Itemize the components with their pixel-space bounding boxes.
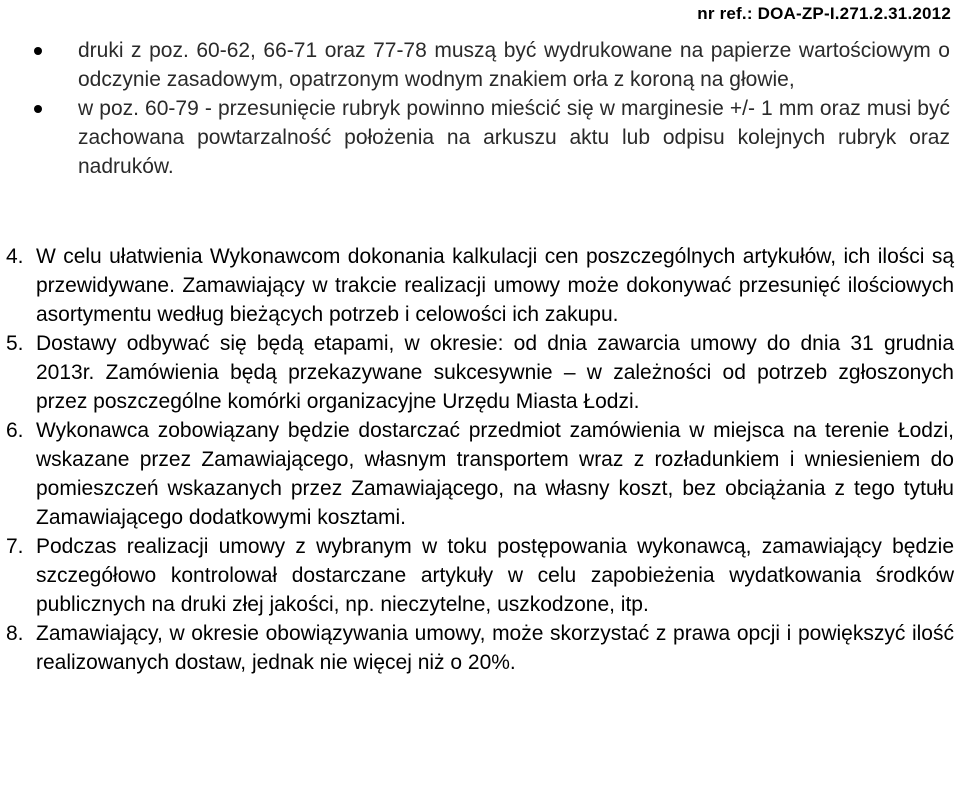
list-item xyxy=(6,619,954,677)
bullet-text: druki z poz. 60-62, 66-71 oraz 77-78 muszą być wydrukowane na papierze wartościowym o odczynie zasadowym, opatrzonym wodnym znakiem orła z koroną na głowie, xyxy=(78,39,950,91)
item-text: W celu ułatwienia Wykonawcom dokonania kalkulacji cen poszczególnych artykułów, ich ilości są przewidywane. Zamawiający w trakcie realizacji umowy może dokonywać przesunięć ilościowych asortymentu według bieżących potrzeb i celowości ich zakupu. xyxy=(36,245,954,326)
list-item xyxy=(30,36,950,94)
item-number: 4. xyxy=(6,245,24,268)
item-text: Zamawiający, w okresie obowiązywania umowy, może skorzystać z prawa opcji i powiększyć ilość realizowanych dostaw, jednak nie więcej niż o 20%. xyxy=(36,622,954,674)
list-item xyxy=(6,329,954,416)
bullet-icon xyxy=(34,105,42,113)
list-item xyxy=(6,532,954,619)
item-number: 8. xyxy=(6,622,24,645)
item-number: 5. xyxy=(6,332,24,355)
list-item xyxy=(6,416,954,532)
bullet-list xyxy=(30,36,950,181)
numbered-list xyxy=(6,242,954,677)
item-text: Wykonawca zobowiązany będzie dostarczać przedmiot zamówienia w miejsca na terenie Łodzi, wskazane przez Zamawiającego, własnym transportem wraz z rozładunkiem i wniesieniem do pomieszczeń wskazanych przez Zamawiającego, na własny koszt, bez obciążania z tego tytułu Zamawiającego dodatkowymi kosztami. xyxy=(36,419,954,529)
item-number: 7. xyxy=(6,535,24,558)
list-item xyxy=(30,94,950,181)
item-number: 6. xyxy=(6,419,24,442)
bullet-icon xyxy=(34,47,42,55)
bullet-text: w poz. 60-79 - przesunięcie rubryk powinno mieścić się w marginesie +/- 1 mm oraz musi być zachowana powtarzalność położenia na arkuszu aktu lub odpisu kolejnych rubryk oraz nadruków. xyxy=(78,97,950,178)
item-text: Podczas realizacji umowy z wybranym w toku postępowania wykonawcą, zamawiający będzie szczegółowo kontrolował dostarczane artykuły w celu zapobieżenia wydatkowania środków publicznych na druki złej jakości, np. nieczytelne, uszkodzone, itp. xyxy=(36,535,954,616)
reference-number: nr ref.: DOA-ZP-I.271.2.31.2012 xyxy=(697,4,951,23)
list-item xyxy=(6,242,954,329)
item-text: Dostawy odbywać się będą etapami, w okresie: od dnia zawarcia umowy do dnia 31 grudnia 2013r. Zamówienia będą przekazywane sukcesywnie – w zależności od potrzeb zgłoszonych przez poszczególne komórki organizacyjne Urzędu Miasta Łodzi. xyxy=(36,332,954,413)
